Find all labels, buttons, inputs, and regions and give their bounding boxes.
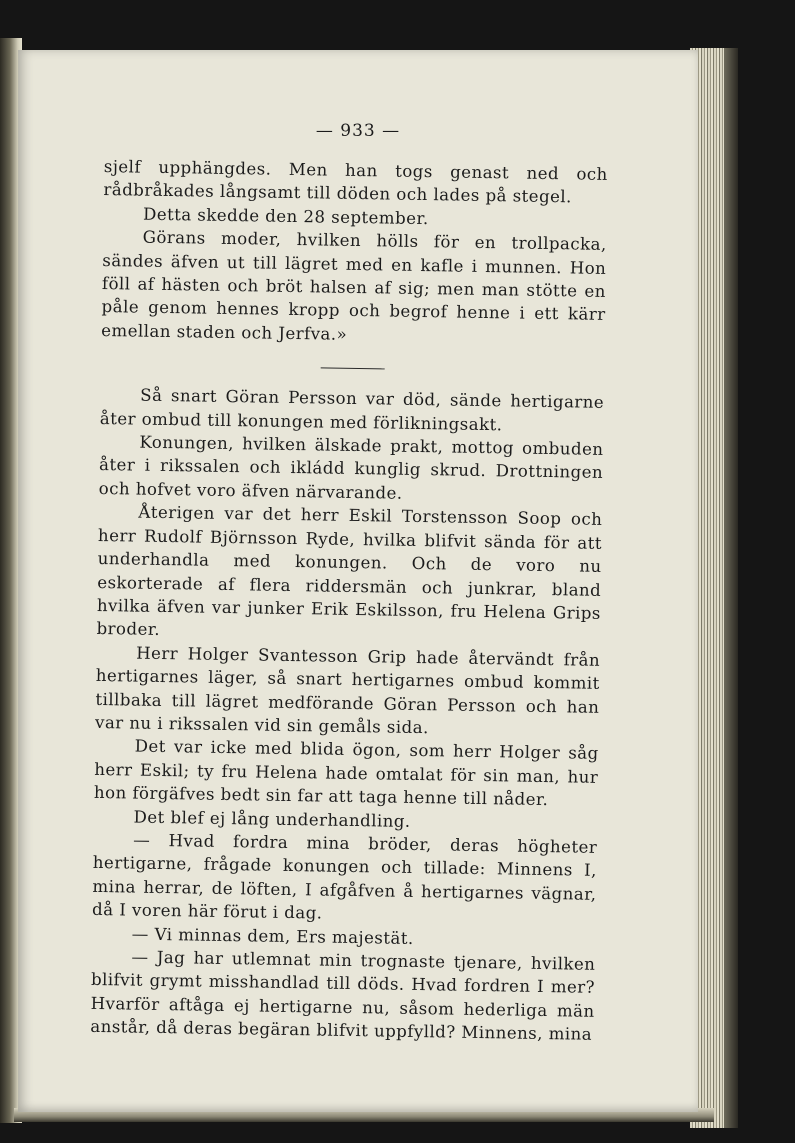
paragraph: — Vi minnas dem, Ers majestät. <box>131 924 414 948</box>
page-number: — 933 — <box>315 121 401 141</box>
paragraph: — Jag har utlemnat min trognaste tjenare, hvilken blifvit grymt misshandlad till döds. Hvad fordren I mer? Hvarför aftåga ej hertigarne nu, såsom hederliga män anstår, då deras begäran blifvit uppfylld? Minnens, mina <box>90 947 596 1044</box>
paragraph: Det var icke med blida ögon, som herr Holger såg herr Eskil; ty fru Helena hade omtalat för sin man, hur hon förgäfves bedt sin far att taga henne till nåder. <box>93 736 599 810</box>
paragraph: Herr Holger Svantesson Grip hade återvändt från hertigarnes läger, så snart hertigarnes ombud kommit tillbaka till lägret medförande Göran Persson och han var nu i rikssalen vid sin gemåls sida. <box>94 643 601 738</box>
paragraph: — Hvad fordra mina bröder, deras högheter hertigarne, frågade konungen och tillade: Minnens I, mina herrar, de löften, I afgåfven å hertigarnes vägnar, då I voren här förut i dag. <box>91 830 598 923</box>
text-block-after-divider <box>90 383 604 1046</box>
page-body <box>90 155 608 1046</box>
paragraph: sjelf upphängdes. Men han togs genast ned och rådbråkades långsamt till döden och lades på stegel. <box>103 156 608 207</box>
book-page <box>18 50 698 1112</box>
paragraph: Görans moder, hvilken hölls för en trollpacka, sändes äfven ut till lägret med en kafle i munnen. Hon föll af hästen och bröt halsen af sig; men man stötte en påle genom hennes kropp och begrof henne i ett kärr emellan staden och Jerfva.» <box>101 227 607 344</box>
paragraph: Återigen var det herr Eskil Torstensson Soop och herr Rudolf Björnsson Ryde, hvilka blifvit sända för att underhandla med konungen. Och de voro nu eskorterade af flera riddersmän och junkrar, bland hvilka äfven var junker Erik Eskilsson, fru Helena Grips broder. <box>96 502 603 640</box>
paragraph: Så snart Göran Persson var död, sände hertigarne åter ombud till konungen med förlikningsakt. <box>99 385 605 434</box>
section-divider <box>321 368 385 370</box>
paragraph: Konungen, hvilken älskade prakt, mottog ombuden åter i rikssalen och ikládd kunglig skrud. Drottningen och hofvet voro äfven närvarande. <box>98 432 604 503</box>
paragraph: Det blef ej lång underhandling. <box>133 807 411 831</box>
text-block-before-divider <box>101 155 608 350</box>
paragraph: Detta skedde den 28 september. <box>142 204 429 228</box>
